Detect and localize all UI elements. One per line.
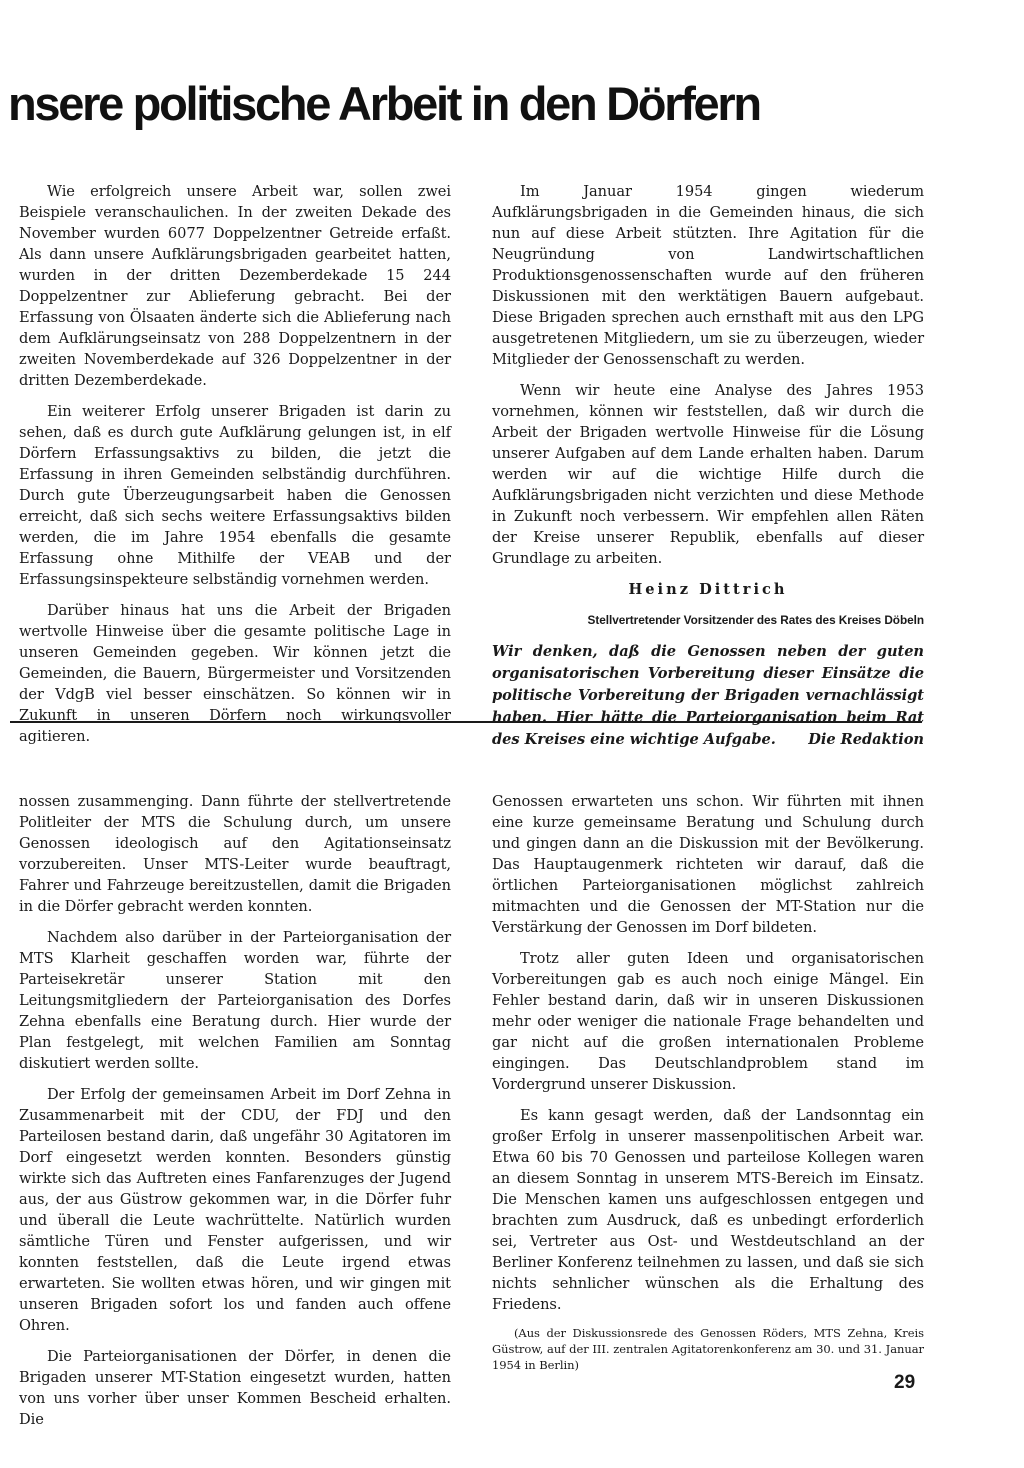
paragraph: Nachdem also darüber in der Parteiorganisation der MTS Klarheit geschaffen worden war, führte der Parteisekretär unserer Station mit den Leitungsmitgliedern der Parteiorganisation des Dorfes Zehna ebenfalls eine Beratung durch. Hier wurde der Plan festgelegt, mit welchen Familien am Sonntag diskutiert werden sollte. bbox=[19, 929, 451, 1072]
author-role: Stellvertretender Vorsitzender des Rates des Kreises Döbeln bbox=[587, 613, 924, 627]
paragraph: Ein weiterer Erfolg unserer Brigaden ist darin zu sehen, daß es durch gute Aufklärung gelungen ist, in elf Dörfern Erfassungsaktivs zu bilden, die jetzt die Erfassung in ihren Gemeinden selbständig durchführen. Durch gute Überzeugungsarbeit haben die Genossen erreicht, daß sich sechs weitere Erfassungsaktivs bilden werden, die im Jahre 1954 ebenfalls die gesamte Erfassung ohne Mithilfe der VEAB und der Erfassungsinspekteure selbständig vornehmen werden. bbox=[19, 403, 451, 588]
article-column-right bbox=[492, 181, 924, 761]
author-name: Heinz Dittrich bbox=[628, 581, 788, 598]
paragraph: Der Erfolg der gemeinsamen Arbeit im Dorf Zehna in Zusammenarbeit mit der CDU, der FDJ und den Parteilosen bestand darin, daß ungefähr 30 Agitatoren im Dorf eingesetzt werden konnten. Besonders günstig wirkte sich das Auftreten eines Fanfarenzuges der Jugend aus, der aus Güstrow gekommen war, in die Dörfer fuhr und überall die Leute wachrüttelte. Natürlich wurden sämtliche Türen und Fenster aufgerissen, und wir konnten feststellen, daß die Leute irgend etwas erwarteten. Sie wollten etwas hören, und wir gingen mit unseren Brigaden sofort los und fanden auch offene Ohren. bbox=[19, 1086, 451, 1334]
paragraph: Trotz aller guten Ideen und organisatorischen Vorbereitungen gab es auch noch einige Mängel. Ein Fehler bestand darin, daß wir in unseren Diskussionen mehr oder weniger die nationale Frage behandelten und gar nicht auf die großen internationalen Probleme eingingen. Das Deutschlandproblem stand im Vordergrund unserer Diskussion. bbox=[492, 950, 924, 1093]
article-title: nsere politische Arbeit in den Dörfern bbox=[8, 77, 760, 130]
paragraph: Im Januar 1954 gingen wiederum Aufklärungsbrigaden in die Gemeinden hinaus, die sich nun auf diese Arbeit stützten. Ihre Agitation für die Neugründung von Landwirtschaftlichen Produktionsgenossenschaften wurde auf den früheren Diskussionen mit den werktätigen Bauern aufgebaut. Diese Brigaden sprechen auch ernsthaft mit aus den LPG ausgetretenen Mitgliedern, um sie zu überzeugen, wieder Mitglieder der Genossenschaft zu werden. bbox=[492, 183, 924, 368]
editor-note-text: Wir denken, daß die Genossen neben der guten organisatorischen Vorbereitung dieser Einsätze die politische Vorbereitung der Brigaden vernachlässigt haben. Hier hätte die Parteiorganisation beim Rat des Kreises eine wichtige Aufgabe. bbox=[492, 643, 924, 748]
source-note: (Aus der Diskussionsrede des Genossen Röders, MTS Zehna, Kreis Güstrow, auf der III. zentralen Agitatorenkonferenz am 30. und 31. Januar 1954 in Berlin) bbox=[492, 1326, 924, 1372]
lower-article-column-right bbox=[492, 791, 924, 1383]
paragraph: Darüber hinaus hat uns die Arbeit der Brigaden wertvolle Hinweise über die gesamte politische Lage in unseren Gemeinden gegeben. Wir können jetzt die Gemeinden, die Bauern, Bürgermeister und Vorsitzenden der VdgB viel besser einschätzen. So können wir in Zukunft in unseren Dörfern noch wirkungsvoller agitieren. bbox=[19, 602, 451, 745]
page-number: 29 bbox=[894, 1372, 916, 1393]
section-divider bbox=[10, 721, 922, 723]
paragraph: Die Parteiorganisationen der Dörfer, in denen die Brigaden unserer MT-Station eingesetzt wurden, hatten von uns vorher über unser Kommen Bescheid erhalten. Die bbox=[19, 1348, 451, 1428]
article-column-left bbox=[19, 181, 451, 757]
editor-signature: Die Redaktion bbox=[808, 731, 924, 748]
paragraph: Wie erfolgreich unsere Arbeit war, sollen zwei Beispiele veranschaulichen. In der zweiten Dekade des November wurden 6077 Doppelzentner Getreide erfaßt. Als dann unsere Aufklärungsbrigaden gearbeitet hatten, wurden in der dritten Dezemberdekade 15 244 Doppelzentner zur Ablieferung gebracht. Bei der Erfassung von Ölsaaten änderte sich die Ablieferung nach dem Aufklärungseinsatz von 288 Doppelzentnern in der zweiten Novemberdekade auf 326 Doppelzentner in der dritten Dezemberdekade. bbox=[19, 183, 451, 389]
paragraph: nossen zusammenging. Dann führte der stellvertretende Politleiter der MTS die Schulung durch, um unsere Genossen ideologisch auf den Agitationseinsatz vorzubereiten. Unser MTS-Leiter wurde beauftragt, Fahrer und Fahrzeuge bereitzustellen, damit die Brigaden in die Dörfer gebracht werden konnten. bbox=[19, 793, 451, 915]
paragraph: Wenn wir heute eine Analyse des Jahres 1953 vornehmen, können wir feststellen, daß wir durch die Arbeit der Brigaden wertvolle Hinweise für die Lösung unserer Aufgaben auf dem Lande erhalten haben. Darum werden wir auf die wichtige Hilfe durch die Aufklärungsbrigaden nicht verzichten und diese Methode in Zukunft noch verbessern. Wir empfehlen allen Räten der Kreise unserer Republik, ebenfalls auf dieser Grundlage zu arbeiten. bbox=[492, 382, 924, 567]
paragraph: Genossen erwarteten uns schon. Wir führten mit ihnen eine kurze gemeinsame Beratung und Schulung durch und gingen dann an die Diskussion mit der Bevölkerung. Das Hauptaugenmerk richteten wir darauf, daß die örtlichen Parteiorganisationen möglichst zahlreich mitmachten und die Genossen der MT-Station nur die Verstärkung der Genossen im Dorf bildeten. bbox=[492, 793, 924, 936]
paragraph: Es kann gesagt werden, daß der Landsonntag ein großer Erfolg in unserer massenpolitischen Arbeit war. Etwa 60 bis 70 Genossen und parteilose Kollegen waren an diesem Sonntag in unserem MTS-Bereich im Einsatz. Die Menschen kamen uns aufgeschlossen entgegen und brachten zum Ausdruck, daß es unbedingt erforderlich sei, Vertreter aus Ost- und Westdeutschland an der Berliner Konferenz teilnehmen zu lassen, und daß sie sich nichts sehnlicher wünschen als die Erhaltung des Friedens. bbox=[492, 1107, 924, 1313]
editor-note bbox=[492, 641, 924, 751]
lower-article-column-left bbox=[19, 791, 451, 1440]
